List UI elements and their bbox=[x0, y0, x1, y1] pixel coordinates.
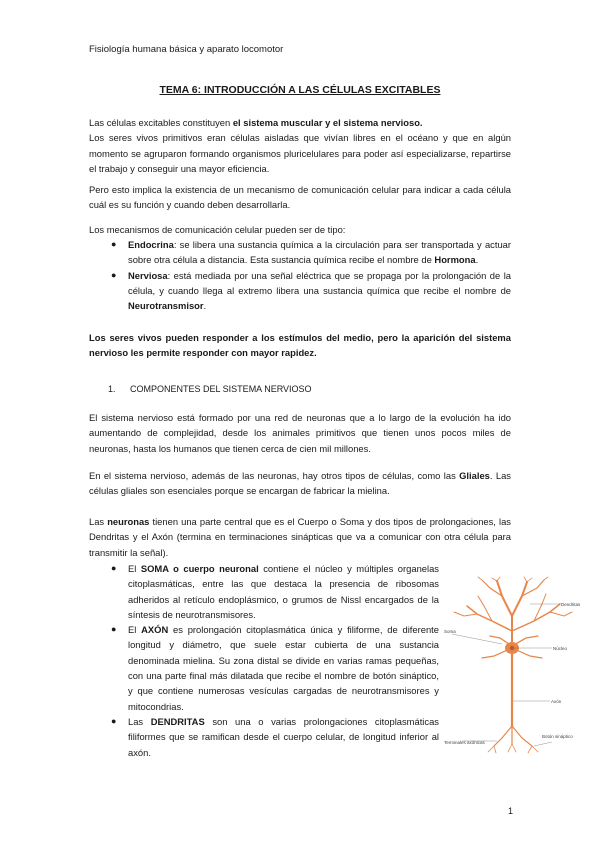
neurons-paragraph bbox=[89, 514, 511, 560]
list-item bbox=[89, 714, 439, 760]
glial-paragraph bbox=[89, 468, 511, 499]
label-terminals: Terminales axónicas bbox=[444, 740, 485, 745]
list-item-term: Neurotransmisor bbox=[128, 300, 204, 312]
glial-text-a: En el sistema nervioso, además de las neuronas, hay otros tipos de células, como las bbox=[89, 470, 460, 481]
list-item-text: : se libera una sustancia química a la circulación para ser transportada y actuar sobre otra célula a distancia. Esta sustancia química recibe el nombre de bbox=[128, 239, 511, 266]
list-item-term: SOMA o cuerpo neuronal bbox=[140, 563, 259, 574]
page-number: 1 bbox=[508, 806, 514, 816]
section-title: COMPONENTES DEL SISTEMA NERVIOSO bbox=[130, 384, 312, 394]
communication-paragraph: Pero esto implica la existencia de un mecanismo de comunicación celular para indicar a cada célula cuál es su función y cuando deben desarrollarla. bbox=[89, 184, 511, 211]
label-dendrites: Dendritas bbox=[561, 602, 581, 607]
neurons-text-b: tienen una parte central que es el Cuerpo o Soma y dos tipos de prolongaciones, las Dendritas y el Axón (termina en terminaciones sinápticas que va a comunicar con otra célula para transmitir la señal). bbox=[89, 516, 511, 558]
list-item-end: . bbox=[203, 300, 207, 312]
bullet-icon: ● bbox=[111, 239, 117, 249]
list-item-text: es prolongación citoplasmática única y filiforme, de diferente longitud y diámetro, que suele estar cubierta de una sustancia denominada mielina. Su zona distal se divide en varias ramas pequeñas, con una parte final más dilatada que recibe el nombre de botón sináptico, y que contiene numerosas vesículas cargadas de neurotransmisores y mitocondrias. bbox=[128, 624, 439, 712]
list-item bbox=[89, 561, 439, 622]
list-item-prefix: El bbox=[128, 563, 141, 574]
bullet-icon: ● bbox=[111, 563, 117, 573]
intro-text-b: Los seres vivos primitivos eran células aisladas que vivían libres en el océano y que en algún momento se agruparon formando organismos pluricelulares para poder así especializarse, repartirse el trabajo y conseguir una mayor eficiencia. bbox=[89, 132, 511, 174]
bullet-icon: ● bbox=[111, 269, 117, 280]
neuron-parts-list bbox=[89, 561, 439, 760]
list-item bbox=[89, 268, 511, 314]
list-item-term: Endocrina bbox=[128, 239, 174, 250]
list-item-term: Hormona bbox=[434, 254, 476, 266]
section-heading bbox=[108, 384, 312, 394]
list-item bbox=[89, 622, 439, 714]
intro-paragraph bbox=[89, 115, 511, 176]
list-item-text: : está mediada por una señal eléctrica que se propaga por la prolongación de la célula, y cuando llega al extremo libera una sustancia química que recibe el nombre de bbox=[128, 269, 511, 296]
glial-text-b: . Las células gliales son esenciales porque se encargan de fabricar la mielina. bbox=[89, 470, 511, 497]
list-item-end: . bbox=[475, 254, 479, 266]
intro-text-bold: el sistema muscular y el sistema nervioso. bbox=[232, 117, 423, 128]
list-item-prefix: El bbox=[128, 624, 142, 636]
label-axon: Axón bbox=[551, 699, 562, 704]
running-header: Fisiología humana básica y aparato locomotor bbox=[89, 44, 284, 55]
list-item-text: son una o varias prolongaciones citoplasmáticas filiformes que se ramifican desde el cuerpo celular, de longitud inferior al axón. bbox=[128, 715, 439, 758]
mechanisms-paragraph: Los mecanismos de comunicación celular pueden ser de tipo: bbox=[89, 224, 346, 235]
page-title: TEMA 6: INTRODUCCIÓN A LAS CÉLULAS EXCITABLES bbox=[159, 84, 441, 96]
intro-text-a: Las células excitables constituyen bbox=[89, 117, 233, 128]
neuron-illustration bbox=[454, 577, 572, 753]
label-soma: Soma bbox=[444, 629, 456, 634]
label-nucleus: Núcleo bbox=[553, 646, 568, 651]
neurons-term: neuronas bbox=[107, 516, 150, 527]
key-statement: Los seres vivos pueden responder a los estímulos del medio, pero la aparición del sistema nervioso les permite responder con mayor rapidez. bbox=[89, 332, 511, 359]
nervous-system-paragraph: El sistema nervioso está formado por una red de neuronas que a lo largo de la evolución ha ido aumentando de complejidad, desde los animales primitivos que tienen unos pocos miles de neuronas, hasta los humanos que tienen cerca de cien mil millones. bbox=[89, 412, 511, 454]
list-item-text: contiene el núcleo y múltiples organelas citoplasmáticas, entre las que destaca la presencia de ribosomas adheridos al retículo endoplásmico, o grumos de Nissl encargados de la síntesis de neurotransmisores. bbox=[128, 563, 439, 620]
list-item-prefix: Las bbox=[128, 715, 151, 727]
nucleus-shape bbox=[510, 646, 514, 650]
neurons-text-a: Las bbox=[89, 516, 108, 527]
section-number: 1. bbox=[108, 384, 116, 394]
bullet-icon: ● bbox=[111, 624, 117, 635]
glial-term: Gliales bbox=[459, 470, 490, 481]
list-item bbox=[89, 237, 511, 268]
list-item-term: DENDRITAS bbox=[150, 715, 205, 727]
label-synapse: Botón sináptico bbox=[542, 734, 573, 739]
bullet-icon: ● bbox=[111, 715, 117, 726]
neuron-diagram bbox=[442, 576, 582, 756]
communication-types-list bbox=[89, 237, 511, 313]
list-item-term: AXÓN bbox=[141, 624, 169, 636]
list-item-term: Nerviosa bbox=[128, 269, 168, 281]
